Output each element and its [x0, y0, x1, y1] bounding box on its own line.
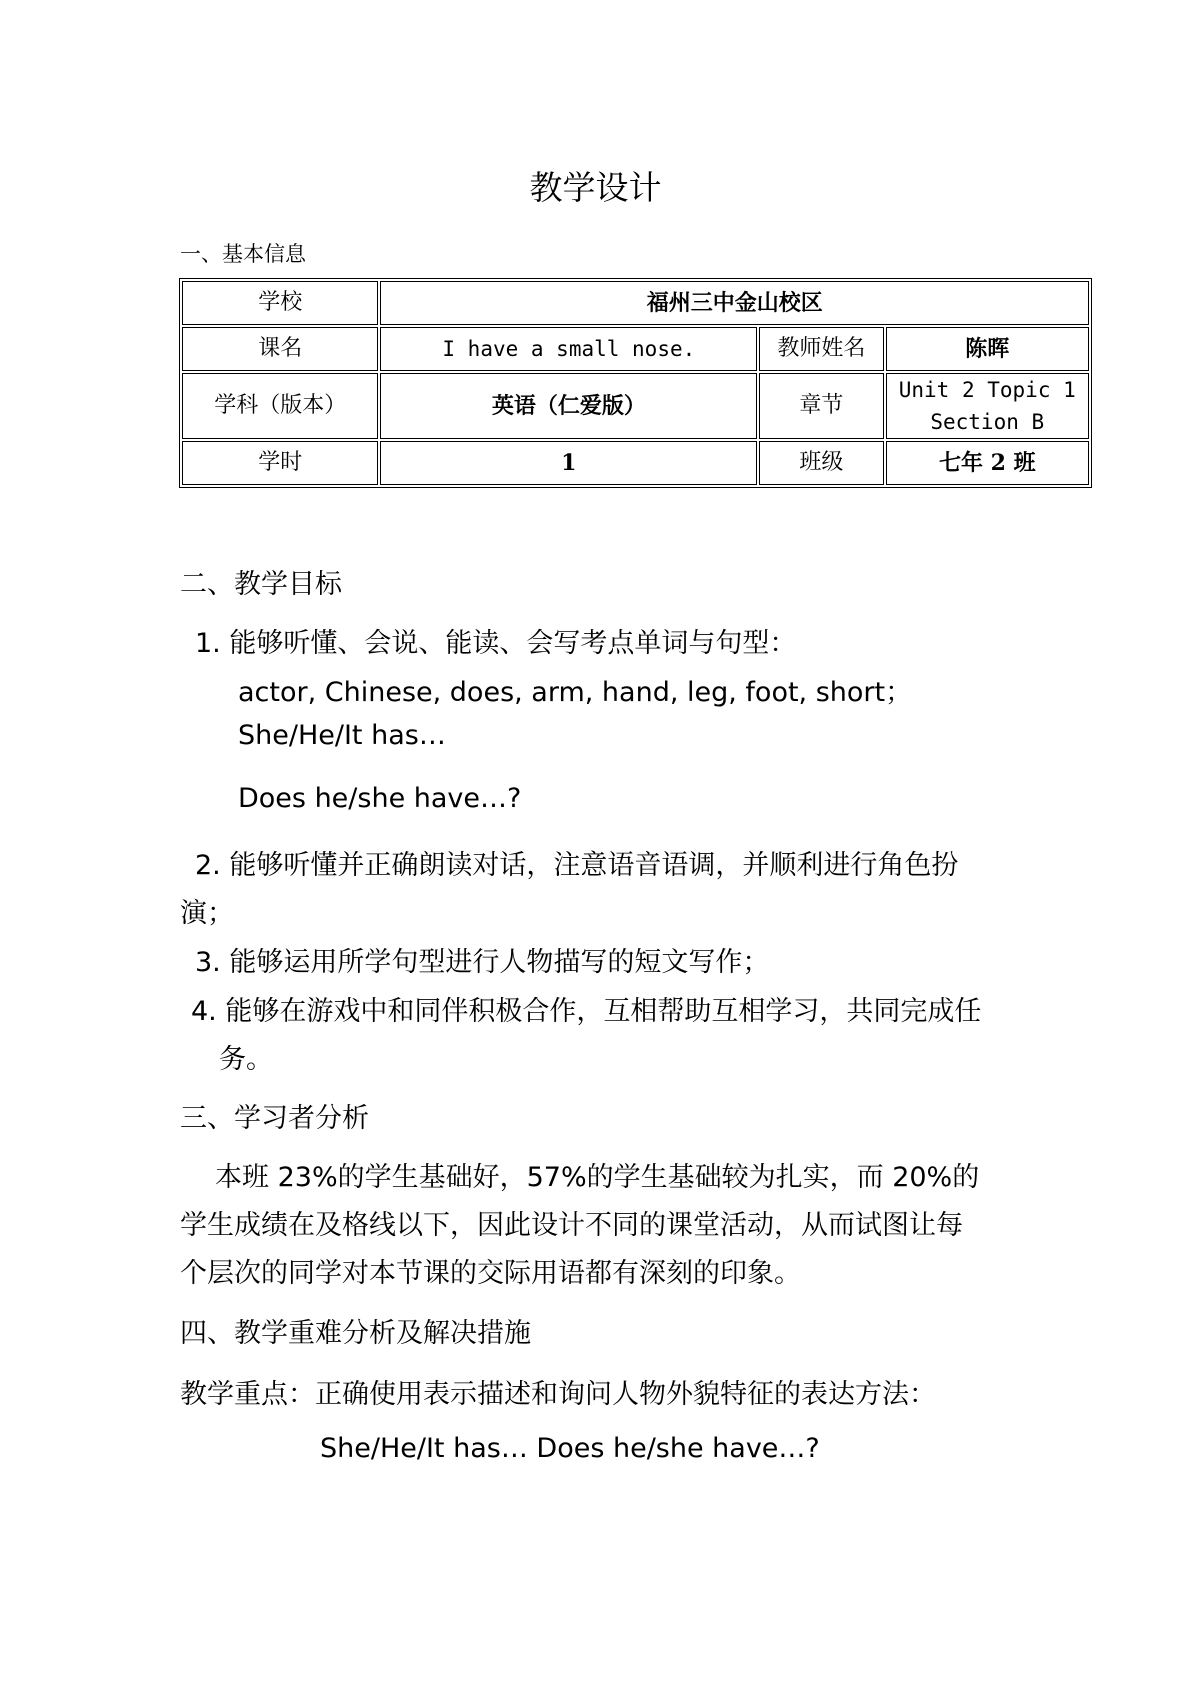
- learner-analysis-line-2: 学生成绩在及格线以下，因此设计不同的课堂活动，从而试图让每: [180, 1210, 963, 1241]
- teacher-label: 教师姓名: [759, 327, 883, 371]
- objective-4-line-1: 4. 能够在游戏中和同伴积极合作，互相帮助互相学习，共同完成任: [191, 996, 982, 1027]
- objective-1-pattern-2: Does he/she have…?: [238, 783, 522, 814]
- school-value: 福州三中金山校区: [380, 281, 1089, 325]
- objective-1: 1. 能够听懂、会说、能读、会写考点单词与句型：: [195, 628, 797, 659]
- key-point-text: 教学重点：正确使用表示描述和询问人物外貌特征的表达方法：: [180, 1379, 936, 1410]
- section-basic-info-heading: 一、基本信息: [180, 242, 306, 266]
- hours-label: 学时: [182, 441, 378, 485]
- section-learner-analysis-heading: 三、学习者分析: [180, 1103, 369, 1134]
- subject-label: 学科（版本）: [182, 373, 378, 439]
- class-label: 班级: [759, 441, 883, 485]
- course-label: 课名: [182, 327, 378, 371]
- section-key-points-heading: 四、教学重难分析及解决措施: [180, 1318, 531, 1349]
- table-row: [182, 281, 1089, 325]
- class-value: 七年 2 班: [886, 441, 1089, 485]
- table-row: [182, 327, 1089, 371]
- objective-2-line-2: 演；: [180, 898, 234, 929]
- teacher-value: 陈晖: [886, 327, 1089, 371]
- course-value: I have a small nose.: [380, 327, 757, 371]
- hours-value: 1: [380, 441, 757, 485]
- chapter-value: [886, 373, 1089, 439]
- objective-2-line-1: 2. 能够听懂并正确朗读对话，注意语音语调，并顺利进行角色扮: [195, 850, 959, 881]
- basic-info-table: [179, 278, 1092, 488]
- table-row: [182, 373, 1089, 439]
- learner-analysis-line-3: 个层次的同学对本节课的交际用语都有深刻的印象。: [180, 1258, 801, 1289]
- chapter-label: 章节: [759, 373, 883, 439]
- objective-1-pattern-1: She/He/It has…: [238, 720, 446, 751]
- document-title: 教学设计: [529, 168, 662, 207]
- objective-4-line-2: 务。: [219, 1044, 273, 1075]
- table-row: [182, 441, 1089, 485]
- chapter-value-line1: Unit 2 Topic 1: [898, 378, 1076, 402]
- chapter-value-line2: Section B: [930, 410, 1045, 434]
- subject-value: 英语（仁爱版）: [380, 373, 757, 439]
- objective-1-words: actor, Chinese, does, arm, hand, leg, foot, short；: [238, 677, 913, 708]
- objective-3: 3. 能够运用所学句型进行人物描写的短文写作；: [195, 947, 770, 978]
- school-label: 学校: [182, 281, 378, 325]
- section-objectives-heading: 二、教学目标: [180, 569, 342, 600]
- learner-analysis-line-1: 本班 23%的学生基础好，57%的学生基础较为扎实，而 20%的: [215, 1162, 980, 1193]
- key-sentence: She/He/It has… Does he/she have…?: [320, 1433, 820, 1464]
